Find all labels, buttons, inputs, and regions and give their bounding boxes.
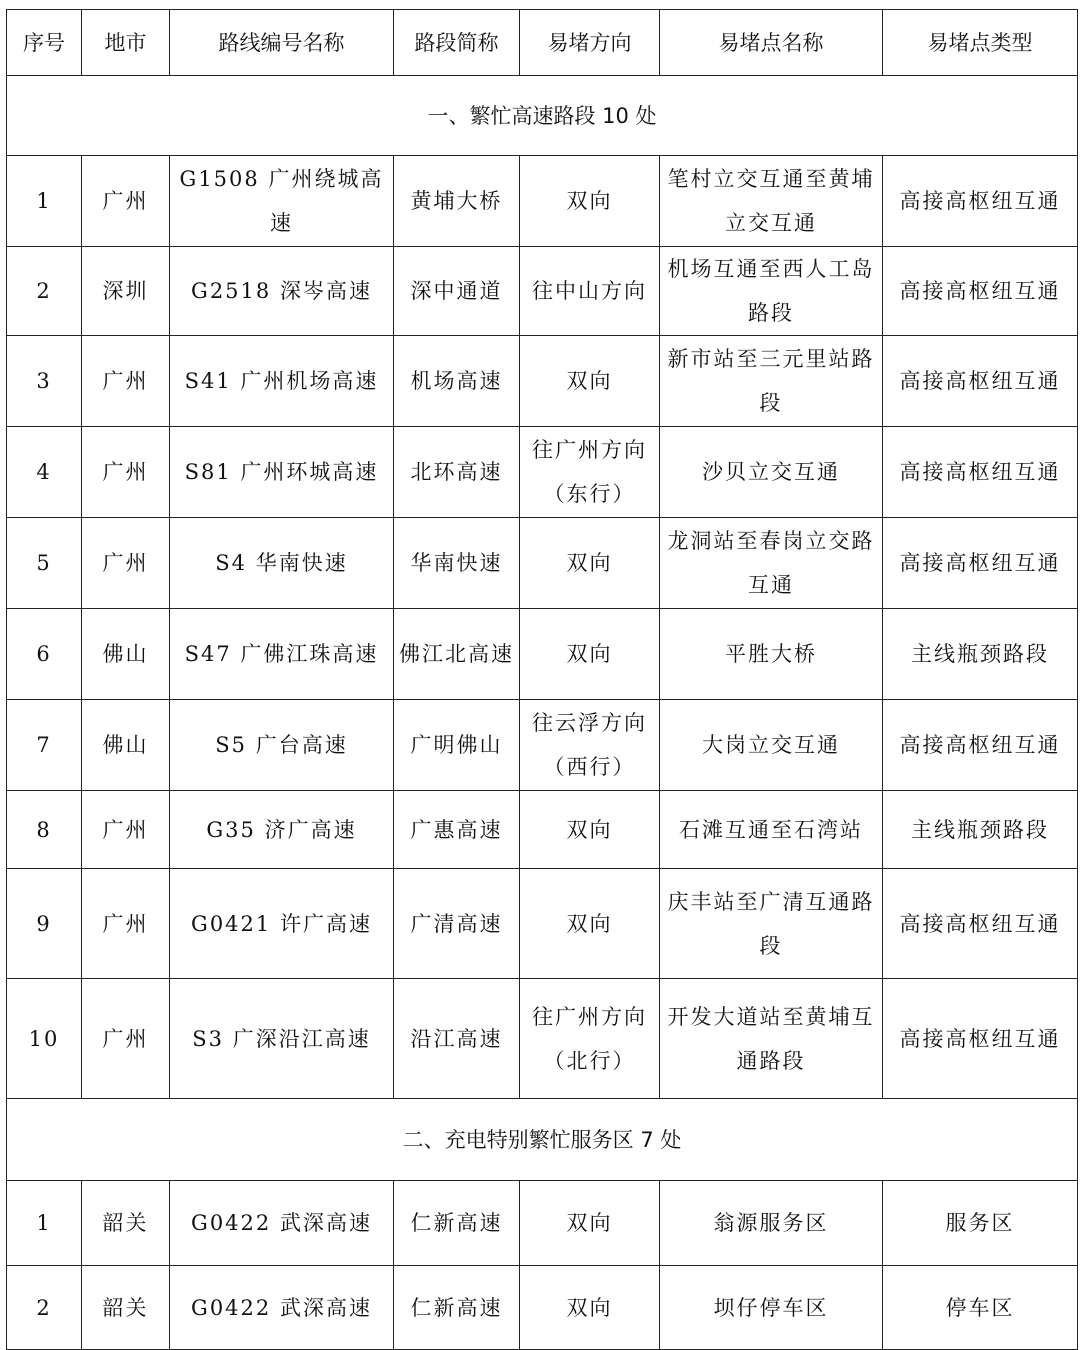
cell-direction: 往广州方向（东行） xyxy=(520,427,660,518)
cell-city: 广州 xyxy=(82,979,170,1099)
header-route: 路线编号名称 xyxy=(170,10,394,76)
cell-route: S81 广州环城高速 xyxy=(170,427,394,518)
cell-type: 高接高枢纽互通 xyxy=(883,700,1078,791)
cell-point: 坝仔停车区 xyxy=(660,1266,883,1350)
table-row xyxy=(7,247,1078,336)
cell-city: 韶关 xyxy=(82,1181,170,1266)
cell-segment: 沿江高速 xyxy=(394,979,520,1099)
cell-route: G0422 武深高速 xyxy=(170,1266,394,1350)
cell-city: 广州 xyxy=(82,791,170,869)
cell-city: 佛山 xyxy=(82,609,170,700)
cell-type: 高接高枢纽互通 xyxy=(883,518,1078,609)
congestion-table xyxy=(6,9,1078,1350)
cell-no: 5 xyxy=(7,518,82,609)
cell-type: 高接高枢纽互通 xyxy=(883,336,1078,427)
section-row xyxy=(7,76,1078,156)
cell-route: G0422 武深高速 xyxy=(170,1181,394,1266)
cell-point: 龙洞站至春岗立交路互通 xyxy=(660,518,883,609)
cell-no: 2 xyxy=(7,1266,82,1350)
cell-city: 广州 xyxy=(82,156,170,247)
cell-point: 沙贝立交互通 xyxy=(660,427,883,518)
cell-no: 1 xyxy=(7,156,82,247)
cell-no: 4 xyxy=(7,427,82,518)
cell-route: G0421 许广高速 xyxy=(170,869,394,979)
table-row xyxy=(7,791,1078,869)
header-type: 易堵点类型 xyxy=(883,10,1078,76)
cell-point: 笔村立交互通至黄埔立交互通 xyxy=(660,156,883,247)
table-row xyxy=(7,700,1078,791)
table-row xyxy=(7,609,1078,700)
cell-type: 高接高枢纽互通 xyxy=(883,979,1078,1099)
table-row xyxy=(7,336,1078,427)
cell-direction: 双向 xyxy=(520,869,660,979)
cell-direction: 双向 xyxy=(520,518,660,609)
cell-route: S3 广深沿江高速 xyxy=(170,979,394,1099)
table-row xyxy=(7,518,1078,609)
cell-segment: 北环高速 xyxy=(394,427,520,518)
cell-point: 庆丰站至广清互通路段 xyxy=(660,869,883,979)
cell-route: G2518 深岑高速 xyxy=(170,247,394,336)
cell-no: 2 xyxy=(7,247,82,336)
cell-route: S5 广台高速 xyxy=(170,700,394,791)
cell-point: 大岗立交互通 xyxy=(660,700,883,791)
cell-no: 3 xyxy=(7,336,82,427)
cell-no: 6 xyxy=(7,609,82,700)
cell-route: S41 广州机场高速 xyxy=(170,336,394,427)
cell-segment: 广清高速 xyxy=(394,869,520,979)
cell-direction: 双向 xyxy=(520,1266,660,1350)
cell-type: 主线瓶颈路段 xyxy=(883,609,1078,700)
cell-type: 停车区 xyxy=(883,1266,1078,1350)
cell-type: 高接高枢纽互通 xyxy=(883,156,1078,247)
cell-type: 高接高枢纽互通 xyxy=(883,869,1078,979)
table-row xyxy=(7,979,1078,1099)
cell-city: 韶关 xyxy=(82,1266,170,1350)
cell-no: 1 xyxy=(7,1181,82,1266)
cell-segment: 机场高速 xyxy=(394,336,520,427)
header-row xyxy=(7,10,1078,76)
cell-direction: 双向 xyxy=(520,336,660,427)
cell-point: 开发大道站至黄埔互通路段 xyxy=(660,979,883,1099)
cell-type: 主线瓶颈路段 xyxy=(883,791,1078,869)
cell-segment: 仁新高速 xyxy=(394,1181,520,1266)
header-point: 易堵点名称 xyxy=(660,10,883,76)
cell-city: 深圳 xyxy=(82,247,170,336)
cell-segment: 华南快速 xyxy=(394,518,520,609)
cell-direction: 往中山方向 xyxy=(520,247,660,336)
cell-point: 机场互通至西人工岛路段 xyxy=(660,247,883,336)
cell-city: 广州 xyxy=(82,518,170,609)
header-segment: 路段简称 xyxy=(394,10,520,76)
section-title: 一、繁忙高速路段 10 处 xyxy=(7,76,1078,156)
table-row xyxy=(7,869,1078,979)
cell-point: 石滩互通至石湾站 xyxy=(660,791,883,869)
cell-point: 翁源服务区 xyxy=(660,1181,883,1266)
cell-segment: 广明佛山 xyxy=(394,700,520,791)
table-row xyxy=(7,427,1078,518)
cell-no: 10 xyxy=(7,979,82,1099)
cell-segment: 深中通道 xyxy=(394,247,520,336)
cell-direction: 往云浮方向（西行） xyxy=(520,700,660,791)
cell-route: S4 华南快速 xyxy=(170,518,394,609)
cell-route: G1508 广州绕城高速 xyxy=(170,156,394,247)
cell-type: 高接高枢纽互通 xyxy=(883,427,1078,518)
table-body xyxy=(7,76,1078,1350)
cell-direction: 双向 xyxy=(520,156,660,247)
section-row xyxy=(7,1099,1078,1181)
cell-city: 广州 xyxy=(82,427,170,518)
table-row xyxy=(7,1266,1078,1350)
cell-point: 平胜大桥 xyxy=(660,609,883,700)
section-title: 二、充电特别繁忙服务区 7 处 xyxy=(7,1099,1078,1181)
cell-segment: 佛江北高速 xyxy=(394,609,520,700)
header-direction: 易堵方向 xyxy=(520,10,660,76)
header-city: 地市 xyxy=(82,10,170,76)
cell-segment: 黄埔大桥 xyxy=(394,156,520,247)
cell-direction: 双向 xyxy=(520,1181,660,1266)
cell-city: 佛山 xyxy=(82,700,170,791)
cell-direction: 双向 xyxy=(520,609,660,700)
cell-no: 7 xyxy=(7,700,82,791)
cell-city: 广州 xyxy=(82,869,170,979)
cell-route: G35 济广高速 xyxy=(170,791,394,869)
cell-point: 新市站至三元里站路段 xyxy=(660,336,883,427)
cell-no: 9 xyxy=(7,869,82,979)
cell-route: S47 广佛江珠高速 xyxy=(170,609,394,700)
cell-no: 8 xyxy=(7,791,82,869)
cell-city: 广州 xyxy=(82,336,170,427)
header-no: 序号 xyxy=(7,10,82,76)
table-row xyxy=(7,156,1078,247)
cell-type: 服务区 xyxy=(883,1181,1078,1266)
cell-direction: 往广州方向（北行） xyxy=(520,979,660,1099)
cell-segment: 广惠高速 xyxy=(394,791,520,869)
table-row xyxy=(7,1181,1078,1266)
cell-type: 高接高枢纽互通 xyxy=(883,247,1078,336)
cell-direction: 双向 xyxy=(520,791,660,869)
cell-segment: 仁新高速 xyxy=(394,1266,520,1350)
